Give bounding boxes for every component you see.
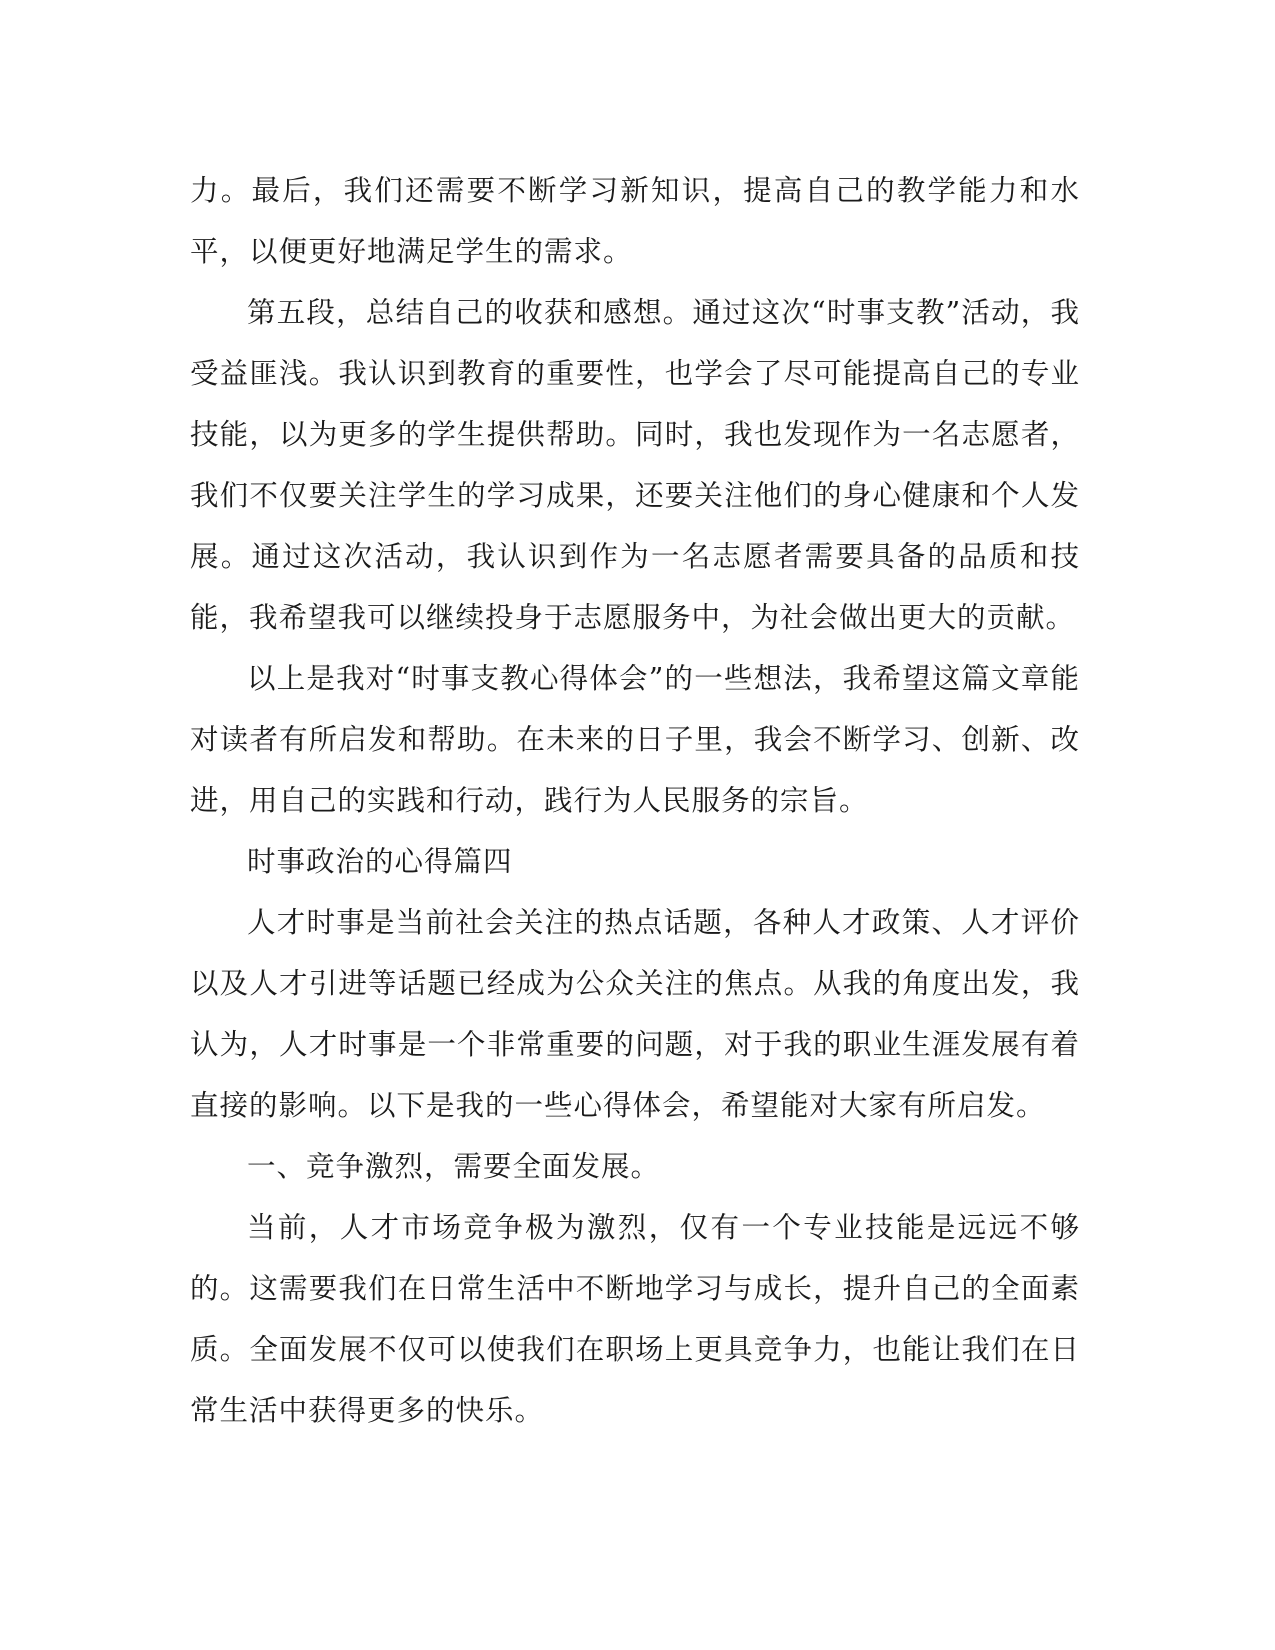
paragraph-point-one: 当前，人才市场竞争极为激烈，仅有一个专业技能是远远不够的。这需要我们在日常生活中不断地学习与成长，提升自己的全面素质。全面发展不仅可以使我们在职场上更具竞争力，也能让我们在日常生活中获得更多的快乐。: [190, 1211, 1080, 1427]
paragraph-talent-intro: 人才时事是当前社会关注的热点话题，各种人才政策、人才评价以及人才引进等话题已经成为公众关注的焦点。从我的角度出发，我认为，人才时事是一个非常重要的问题，对于我的职业生涯发展有着直接的影响。以下是我的一些心得体会，希望能对大家有所启发。: [190, 906, 1080, 1122]
paragraph-section-five: 第五段，总结自己的收获和感想。通过这次“时事支教”活动，我受益匪浅。我认识到教育的重要性，也学会了尽可能提高自己的专业技能，以为更多的学生提供帮助。同时，我也发现作为一名志愿者，我们不仅要关注学生的学习成果，还要关注他们的身心健康和个人发展。通过这次活动，我认识到作为一名志愿者需要具备的品质和技能，我希望我可以继续投身于志愿服务中，为社会做出更大的贡献。: [190, 296, 1080, 634]
section-heading: 时事政治的心得篇四: [247, 845, 513, 878]
subheading-point-one: 一、竞争激烈，需要全面发展。: [247, 1150, 661, 1183]
document-body: [190, 160, 1080, 1441]
paragraph-conclusion: 以上是我对“时事支教心得体会”的一些想法，我希望这篇文章能对读者有所启发和帮助。在未来的日子里，我会不断学习、创新、改进，用自己的实践和行动，践行为人民服务的宗旨。: [190, 662, 1080, 817]
paragraph-continuation: 力。最后，我们还需要不断学习新知识，提高自己的教学能力和水平，以便更好地满足学生的需求。: [190, 174, 1080, 268]
